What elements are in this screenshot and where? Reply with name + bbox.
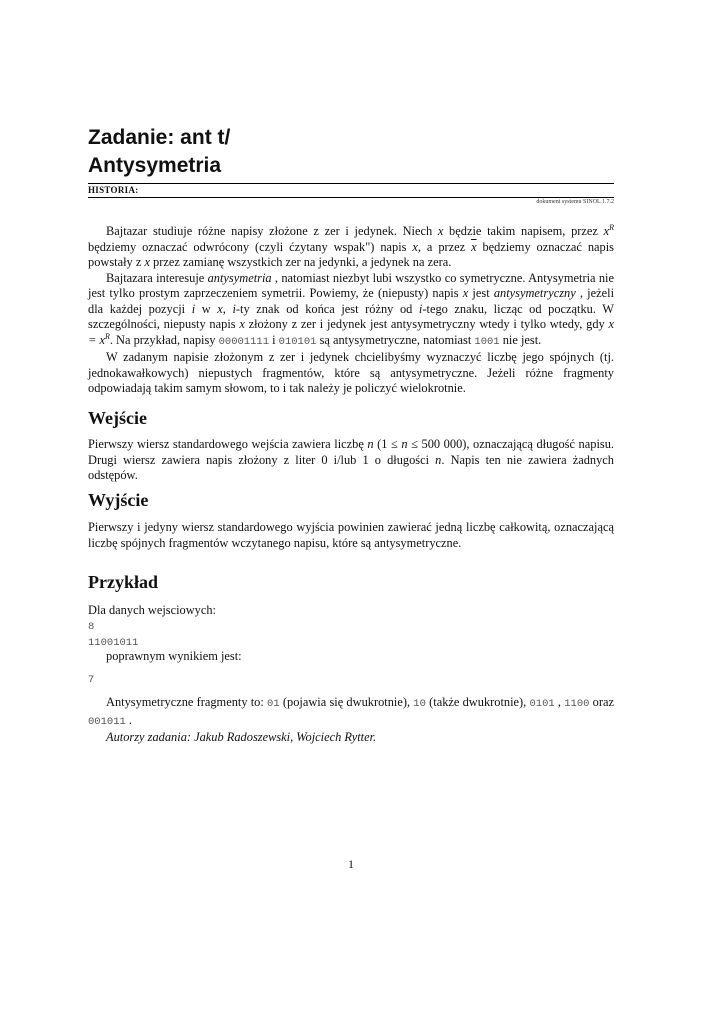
antisymmetry-equation: x = x	[88, 317, 614, 347]
example-output-label: poprawnym wynikiem jest:	[106, 649, 242, 663]
code-sample: 00001111	[218, 335, 270, 348]
example-explanation	[88, 695, 614, 746]
example-input-block	[88, 619, 138, 651]
title-line-1: Zadanie: ant t/	[88, 126, 231, 149]
header-rule-bottom	[88, 197, 614, 198]
input-heading: Wejście	[88, 408, 147, 428]
code-sample: 1001	[474, 335, 500, 348]
system-version: dokument systemu SINOL 1.7.2	[536, 199, 614, 205]
example-heading: Przykład	[88, 572, 158, 592]
code-sample: 0101	[529, 698, 555, 710]
problem-statement	[88, 224, 614, 397]
intro-paragraph-3: W zadanym napisie złożonym z zer i jedynek chcielibyśmy wyznaczyć liczbę jego spójnych (tj. jednokawałkowych) niepustych fragmentów, które są antysymetryczne. Jeżeli różne fragmenty odpowiadają takim samym słowom, to i tak należy je policzyć wielokrotnie.	[88, 350, 614, 395]
authors-line: Autorzy zadania: Jakub Radoszewski, Wojciech Rytter.	[106, 730, 377, 744]
page-title	[88, 124, 614, 180]
header-rule-top	[88, 183, 614, 184]
example-input-line: 8	[88, 621, 95, 633]
example-output-value: 7	[88, 674, 95, 686]
intro-paragraph-1: Bajtazar studiuje różne napisy złożone z zer i jedynek. Niech x będzie takim napisem, przez $x^R$ będziemy oznaczać odwrócony (czyli ćzytany wspak") napis x, a przez $\overline{x}$ będziemy oznaczać napis powstały z x przez zamianę wszystkich zer na jedynki, a jedynek na zera.	[88, 222, 614, 269]
title-line-2: Antysymetria	[88, 154, 222, 177]
output-heading: Wyjście	[88, 490, 149, 510]
term-antysymetryczny: antysymetryczny	[493, 286, 576, 300]
history-label: HISTORIA:	[88, 185, 139, 195]
fragments-paragraph: Antysymetryczne fragmenty to: 01 (pojawia się dwukrotnie), 10 (także dwukrotnie), 0101 , 1100 oraz 001011 .	[88, 695, 614, 728]
code-sample: 1100	[564, 698, 590, 710]
example-input-line: 11001011	[88, 637, 139, 649]
code-sample: 01	[267, 698, 280, 710]
output-description: Pierwszy i jedyny wiersz standardowego wyjścia powinien zawierać jedną liczbę całkowitą, oznaczającą liczbę spójnych fragmentów wczytanego napisu, które są antysymetryczne.	[88, 520, 614, 550]
code-sample: 10	[413, 698, 426, 710]
example-input-label: Dla danych wejsciowych:	[88, 603, 216, 617]
term-antysymetria: antysymetria	[207, 270, 272, 285]
intro-paragraph-2: Bajtazara interesuje antysymetria , natomiast niezbyt lubi wszystko co symetryczne. Antysymetria nie jest tylko prostym zaprzeczeniem symetrii. Powiemy, że (niepusty) napis x jest antysymetryczny , jeżeli dla każdej pozycji i w x, i-ty znak od końca jest różny od i-tego znaku, licząc od początku. W szczególności, niepusty napis x złożony z zer i jedynek jest antysymetryczny wtedy i tylko wtedy, gdy $x = x^R$. Na przykład, napisy 00001111 i 010101 są antysymetryczne, natomiast 1001 nie jest.	[88, 270, 615, 348]
input-description: Pierwszy wiersz standardowego wejścia zawiera liczbę n (1 ≤ n ≤ 500 000), oznaczającą długość napisu. Drugi wiersz zawiera napis złożony z liter 0 i/lub 1 o długości n. Napis ten nie zawiera żadnych odstępów.	[88, 437, 614, 482]
code-sample: 001011	[88, 715, 126, 728]
page-number: 1	[348, 857, 354, 871]
code-sample: 010101	[278, 335, 317, 348]
